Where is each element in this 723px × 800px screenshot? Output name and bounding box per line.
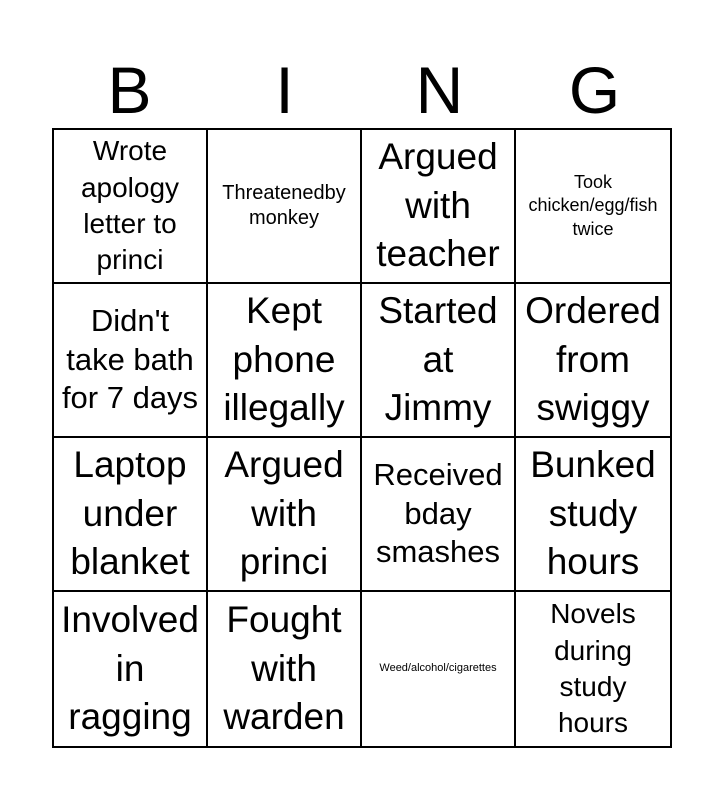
cell-text: Wrote apology letter to princi bbox=[80, 135, 180, 276]
bingo-cell[interactable] bbox=[516, 284, 670, 438]
cell-text: Took chicken/egg/fish twice bbox=[528, 171, 658, 239]
bingo-cell[interactable] bbox=[54, 592, 208, 746]
bingo-cell[interactable] bbox=[516, 130, 670, 284]
cell-text: Received bday smashes bbox=[373, 456, 503, 570]
cell-text: Novels during study hours bbox=[550, 598, 636, 739]
bingo-cell[interactable] bbox=[208, 438, 362, 592]
bingo-cell[interactable] bbox=[54, 130, 208, 284]
cell-text: Argued with teacher bbox=[376, 135, 500, 275]
cell-text: Kept phone illegally bbox=[223, 289, 345, 429]
bingo-cell[interactable] bbox=[362, 438, 516, 592]
cell-text: Bunked study hours bbox=[530, 443, 656, 583]
bingo-cell[interactable] bbox=[208, 130, 362, 284]
bingo-cell[interactable] bbox=[54, 438, 208, 592]
bingo-cell[interactable] bbox=[208, 284, 362, 438]
bingo-cell[interactable] bbox=[208, 592, 362, 746]
cell-text: Argued with princi bbox=[224, 443, 344, 583]
bingo-cell[interactable] bbox=[362, 284, 516, 438]
header-letter-b: B bbox=[107, 53, 152, 127]
cell-text: Ordered from swiggy bbox=[525, 289, 661, 429]
header-letter-g: G bbox=[568, 53, 621, 127]
bingo-header bbox=[52, 52, 672, 128]
header-letter-n: N bbox=[415, 53, 464, 127]
bingo-cell[interactable] bbox=[362, 130, 516, 284]
cell-text: Didn't take bath for 7 days bbox=[61, 302, 199, 416]
cell-text: Involved in ragging bbox=[61, 598, 199, 738]
bingo-cell[interactable] bbox=[54, 284, 208, 438]
bingo-cell[interactable] bbox=[362, 592, 516, 746]
header-letter-i: I bbox=[275, 53, 294, 127]
cell-text: Fought with warden bbox=[223, 598, 345, 738]
cell-text: Threatenedby monkey bbox=[222, 182, 346, 229]
cell-text: Weed/alcohol/cigarettes bbox=[379, 662, 497, 675]
cell-text: Laptop under blanket bbox=[70, 443, 190, 583]
bingo-cell[interactable] bbox=[516, 592, 670, 746]
cell-text: Started at Jimmy bbox=[378, 289, 498, 429]
bingo-card bbox=[52, 128, 672, 748]
bingo-cell[interactable] bbox=[516, 438, 670, 592]
